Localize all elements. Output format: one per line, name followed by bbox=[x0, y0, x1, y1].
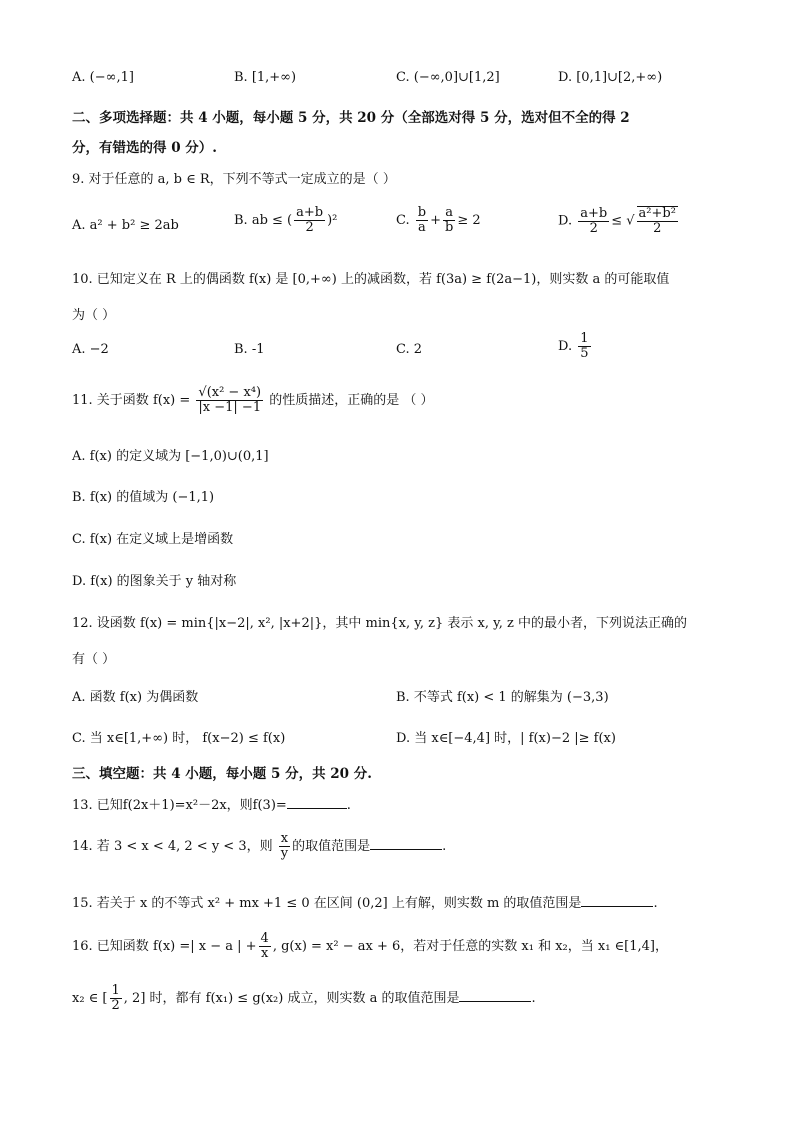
q8-option-a: A. (−∞,1] bbox=[72, 70, 134, 85]
q10-d-fraction: $\frac{1}{5}$ bbox=[580, 331, 589, 361]
q12-option-a: A. 函数 f(x) 为偶函数 bbox=[72, 690, 199, 705]
q10-stem-line2: 为（ ） bbox=[72, 308, 116, 323]
q9-b-suffix: )² bbox=[327, 213, 338, 228]
q10-option-d: D. $\frac{1}{5}$ bbox=[558, 331, 589, 361]
q14: 14. 若 3 < x < 4, 2 < y < 3，则 $\frac{x}{y}$ 的取值范围是 . bbox=[72, 831, 447, 861]
q15-answer-blank[interactable] bbox=[581, 894, 653, 907]
q9-c-fraction-1: $\frac{b}{a}$ bbox=[417, 205, 427, 235]
q9-d-fraction-1: $\frac{a+b}{2}$ bbox=[580, 205, 608, 236]
q14-fraction: $\frac{x}{y}$ bbox=[280, 831, 289, 861]
q11-option-b: B. f(x) 的值域为 (−1,1) bbox=[72, 490, 215, 505]
q10-option-c: C. 2 bbox=[396, 342, 423, 357]
q13: 13. 已知f(2x＋1)=x²－2x，则f(3)= . bbox=[72, 798, 351, 813]
q10-option-a: A. −2 bbox=[72, 342, 109, 357]
q12-stem-line2: 有（ ） bbox=[72, 652, 116, 667]
q10-option-b: B. -1 bbox=[234, 342, 265, 357]
q11-option-c: C. f(x) 在定义域上是增函数 bbox=[72, 532, 234, 547]
section2-heading-line2: 分，有错选的得 0 分）. bbox=[72, 140, 217, 156]
q16-line2: x₂ ∈ [ $\frac{1}{2}$ , 2] 时，都有 f(x₁) ≤ g(x₂) 成立，则实数 a 的取值范围是 . bbox=[72, 983, 536, 1013]
q8-option-d: D. [0,1]∪[2,+∞) bbox=[558, 70, 663, 85]
q11-option-d: D. f(x) 的图象关于 y 轴对称 bbox=[72, 574, 237, 589]
q9-b-prefix: B. ab ≤ ( bbox=[234, 213, 293, 228]
q12-option-c: C. 当 x∈[1,+∞) 时， f(x−2) ≤ f(x) bbox=[72, 731, 286, 746]
q9-option-b bbox=[234, 206, 337, 235]
q9-option-d: D. $\frac{a+b}{2}$ ≤ √ $\frac{\text{a²+b²}}{2}$ bbox=[558, 205, 676, 236]
q16-fraction: $\frac{4}{x}$ bbox=[260, 931, 269, 961]
q12-option-b: B. 不等式 f(x) < 1 的解集为 (−3,3) bbox=[396, 690, 609, 705]
q9-b-fraction: $\frac{a+b}{2}$ bbox=[296, 205, 324, 235]
q9-option-a: A. a² + b² ≥ 2ab bbox=[72, 218, 179, 233]
q9-option-c: C. $\frac{b}{a}$ + $\frac{a}{b}$ ≥ 2 bbox=[396, 205, 481, 235]
q11-option-a: A. f(x) 的定义域为 [−1,0)∪(0,1] bbox=[72, 449, 269, 464]
q11-stem: 11. 关于函数 f(x) = $\frac{\text{√(x² − x⁴)}}{|x -1| -1}$ 的性质描述，正确的是 （ ） bbox=[72, 385, 434, 415]
q16-line2-fraction: $\frac{1}{2}$ bbox=[111, 983, 120, 1013]
q15: 15. 若关于 x 的不等式 x² + mx +1 ≤ 0 在区间 (0,2] 上有解，则实数 m 的取值范围是 . bbox=[72, 896, 658, 911]
q9-c-fraction-2: $\frac{a}{b}$ bbox=[445, 205, 454, 235]
q12-stem-line1: 12. 设函数 f(x) = min{|x−2|, x², |x+2|}，其中 min{x, y, z} 表示 x, y, z 中的最小者，下列说法正确的 bbox=[72, 616, 687, 631]
q13-answer-blank[interactable] bbox=[287, 796, 347, 809]
q9-stem: 9. 对于任意的 a, b ∈ R，下列不等式一定成立的是（ ） bbox=[72, 172, 396, 187]
q12-option-d: D. 当 x∈[−4,4] 时，| f(x)−2 |≥ f(x) bbox=[396, 731, 616, 746]
q8-option-b: B. [1,+∞) bbox=[234, 70, 297, 85]
section3-heading: 三、填空题：共 4 小题，每小题 5 分，共 20 分. bbox=[72, 766, 372, 782]
q16-answer-blank[interactable] bbox=[459, 989, 531, 1002]
q9-d-fraction-2: $\frac{\text{a²+b²}}{2}$ bbox=[638, 206, 676, 236]
q16-line1: 16. 已知函数 f(x) =| x − a | + $\frac{4}{x}$ , g(x) = x² − ax + 6，若对于任意的实数 x₁ 和 x₂，当 x₁ ∈[1,4]， bbox=[72, 931, 668, 961]
q10-stem-line1: 10. 已知定义在 R 上的偶函数 f(x) 是 [0,+∞) 上的减函数，若 f(3a) ≥ f(2a−1)，则实数 a 的可能取值 bbox=[72, 272, 670, 287]
q14-answer-blank[interactable] bbox=[370, 837, 442, 850]
q11-stem-fraction: $\frac{\text{√(x² − x⁴)}}{|x -1| -1}$ bbox=[198, 385, 262, 415]
section2-heading-line1: 二、多项选择题：共 4 小题，每小题 5 分，共 20 分（全部选对得 5 分，选对但不全的得 2 bbox=[72, 110, 630, 126]
q8-option-c: C. (−∞,0]∪[1,2] bbox=[396, 70, 500, 85]
